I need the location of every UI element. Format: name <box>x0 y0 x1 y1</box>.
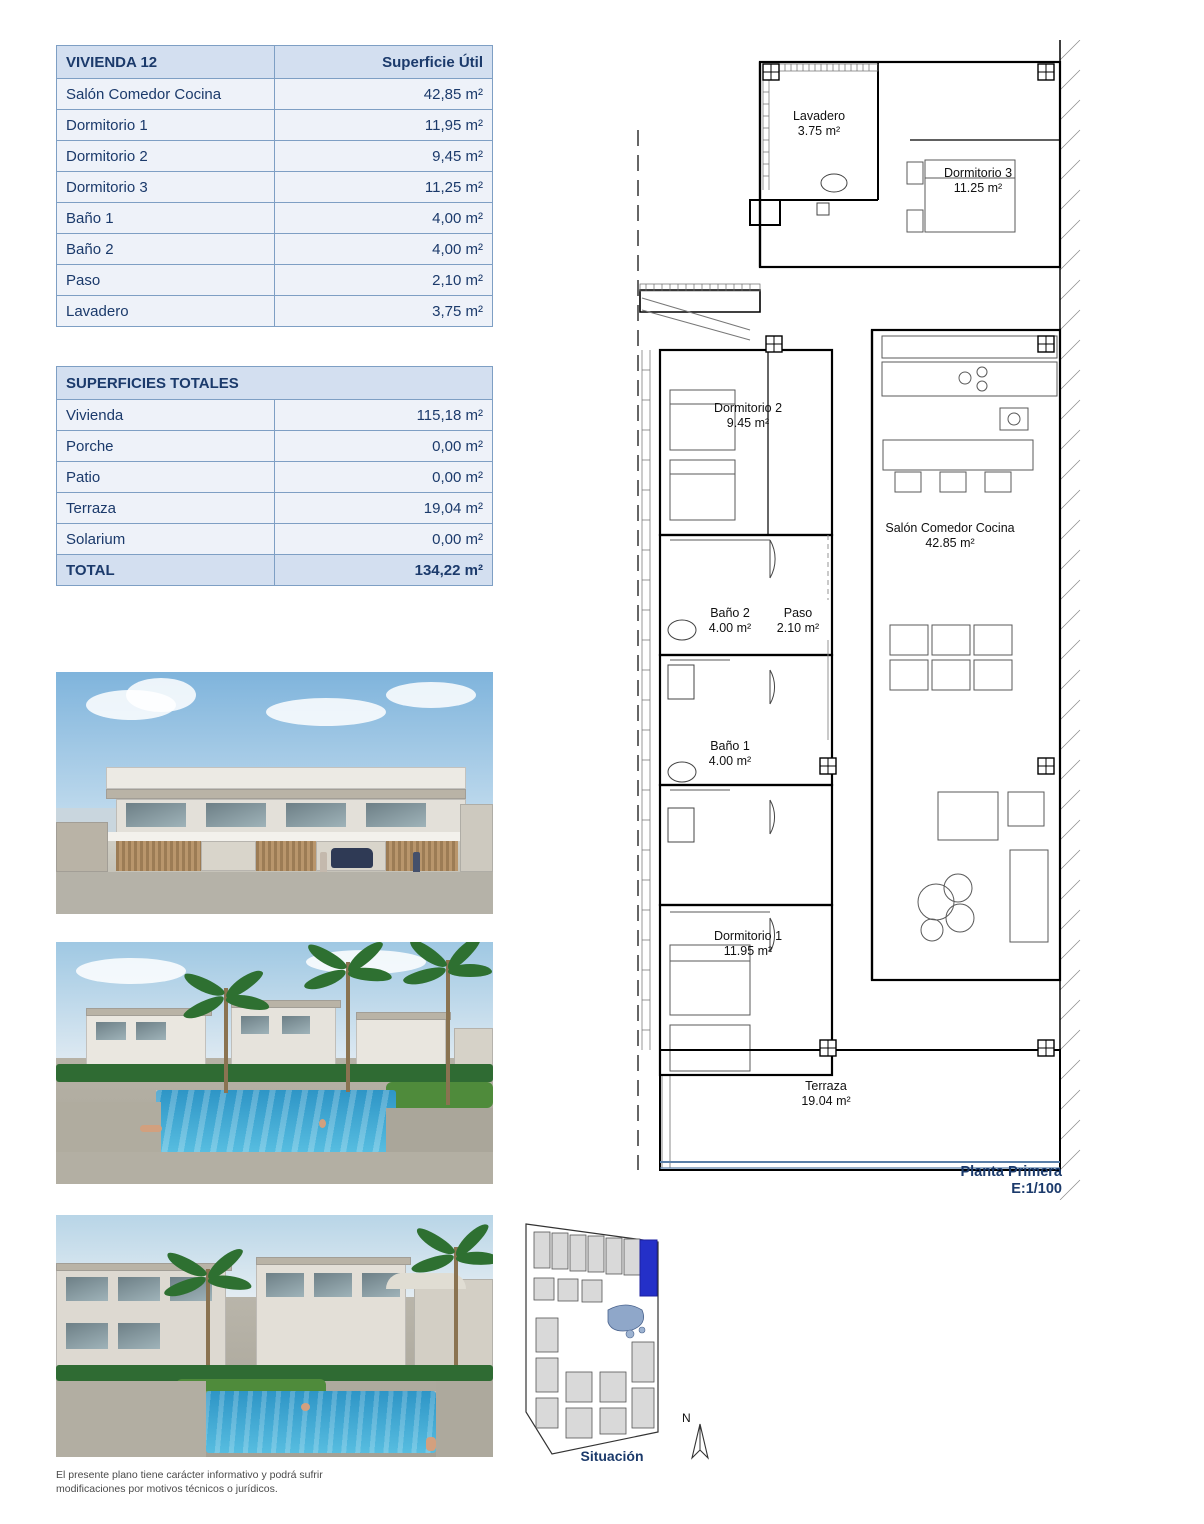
disclaimer-line-2: modificaciones por motivos técnicos o jurídicos. <box>56 1483 278 1495</box>
room-label-terraza: Terraza <box>805 1079 847 1093</box>
total-area: 115,18 m² <box>275 400 493 431</box>
person <box>426 1437 436 1451</box>
table-row <box>57 296 493 327</box>
room-label-salon: Salón Comedor Cocina <box>885 521 1015 535</box>
building <box>86 1012 206 1070</box>
total-area: 19,04 m² <box>275 493 493 524</box>
room-area: 9,45 m² <box>275 141 493 172</box>
room-area-salon: 42.85 m² <box>925 536 975 550</box>
floor-slab <box>102 832 472 841</box>
room-area: 3,75 m² <box>275 296 493 327</box>
window <box>66 1277 108 1301</box>
room-label: Dormitorio 3 <box>57 172 275 203</box>
room-area-terraza: 19.04 m² <box>801 1094 851 1108</box>
room-label-paso: Paso <box>783 606 813 620</box>
window <box>118 1277 160 1301</box>
palm-trunk <box>454 1247 458 1375</box>
pool-deck <box>56 1381 206 1457</box>
room-label: Salón Comedor Cocina <box>57 79 275 110</box>
table-row <box>57 203 493 234</box>
pool-reflection <box>156 1090 396 1152</box>
room-area: 42,85 m² <box>275 79 493 110</box>
building-roof-slab <box>106 767 466 789</box>
grand-total-value: 134,22 m² <box>275 555 493 586</box>
table-total-row <box>57 555 493 586</box>
table-row <box>57 79 493 110</box>
entrance-wall <box>201 841 256 871</box>
road <box>56 872 493 914</box>
table-row <box>57 524 493 555</box>
lawn <box>386 1082 493 1108</box>
palm-trunk <box>224 988 228 1093</box>
person <box>413 852 420 874</box>
floor-plan <box>620 40 1160 1200</box>
room-label-bano-1: Baño 1 <box>710 739 750 753</box>
pool-deck <box>56 1152 493 1184</box>
window <box>136 1022 166 1040</box>
person <box>320 852 327 874</box>
side-wall <box>56 822 108 872</box>
person-sunbathing <box>140 1125 162 1132</box>
window <box>126 803 186 827</box>
window <box>206 803 266 827</box>
building-roof <box>256 1257 411 1265</box>
room-label-dormitorio-3: Dormitorio 3 <box>943 166 1013 180</box>
table <box>56 45 493 327</box>
window <box>66 1323 108 1349</box>
plan-title-line1: Planta Primera <box>960 1164 1062 1180</box>
room-area: 4,00 m² <box>275 203 493 234</box>
room-label: Baño 2 <box>57 234 275 265</box>
table-row <box>57 110 493 141</box>
window <box>266 1273 304 1297</box>
window <box>96 1022 126 1040</box>
superficie-util-table <box>56 45 493 327</box>
room-label-dormitorio-1: Dormitorio 1 <box>713 929 783 943</box>
table-row <box>57 234 493 265</box>
room-label: Baño 1 <box>57 203 275 234</box>
situation-map <box>512 1222 672 1462</box>
room-label-bano-2: Baño 2 <box>710 606 750 620</box>
room-area-lavadero: 3.75 m² <box>797 124 841 138</box>
table <box>56 366 493 586</box>
table-row <box>57 462 493 493</box>
total-label: Porche <box>57 431 275 462</box>
hedge <box>56 1064 493 1082</box>
plan-title <box>960 1164 1062 1198</box>
total-label: Patio <box>57 462 275 493</box>
pool-reflection <box>206 1391 436 1453</box>
car <box>331 848 373 868</box>
palm-trunk <box>346 962 350 1092</box>
wood-screen <box>256 841 316 871</box>
room-area-dormitorio-1: 11.95 m² <box>723 944 773 958</box>
table-row <box>57 265 493 296</box>
window <box>366 803 426 827</box>
render-image-pool <box>56 942 493 1184</box>
person-swimming <box>301 1403 310 1411</box>
room-area-bano-1: 4.00 m² <box>708 754 752 768</box>
window <box>314 1273 352 1297</box>
table-row <box>57 493 493 524</box>
table-row <box>57 400 493 431</box>
wood-screen <box>116 841 201 871</box>
palm-trunk <box>446 960 450 1105</box>
superficies-totales-table <box>56 366 493 586</box>
total-area: 0,00 m² <box>275 462 493 493</box>
cloud <box>266 698 386 726</box>
plan-scale: E:1/100 <box>1011 1181 1062 1197</box>
total-label: Vivienda <box>57 400 275 431</box>
window <box>118 1323 160 1349</box>
svg-text:N: N <box>682 1411 691 1425</box>
cloud <box>76 958 186 984</box>
room-area: 11,95 m² <box>275 110 493 141</box>
grand-total-label: TOTAL <box>57 555 275 586</box>
total-area: 0,00 m² <box>275 431 493 462</box>
window <box>282 1016 310 1034</box>
building-roof <box>356 1012 451 1020</box>
table-row <box>57 172 493 203</box>
room-area: 2,10 m² <box>275 265 493 296</box>
building-eave <box>106 789 466 799</box>
disclaimer-line-1: El presente plano tiene carácter informativo y podrá sufrir <box>56 1469 323 1481</box>
room-label-lavadero: Lavadero <box>792 109 846 123</box>
north-arrow <box>676 1408 726 1464</box>
room-area: 4,00 m² <box>275 234 493 265</box>
room-label: Paso <box>57 265 275 296</box>
room-label: Dormitorio 2 <box>57 141 275 172</box>
room-label: Dormitorio 1 <box>57 110 275 141</box>
room-label: Lavadero <box>57 296 275 327</box>
superficie-util-header: Superficie Útil <box>275 46 493 79</box>
side-wall <box>460 804 493 872</box>
room-label-dormitorio-2: Dormitorio 2 <box>713 401 783 415</box>
total-area: 0,00 m² <box>275 524 493 555</box>
render-image-terrace <box>56 1215 493 1457</box>
palm-frond <box>448 964 492 977</box>
totales-title: SUPERFICIES TOTALES <box>57 367 493 400</box>
table-row <box>57 141 493 172</box>
room-area-bano-2: 4.00 m² <box>708 621 752 635</box>
render-image-facade <box>56 672 493 914</box>
total-label: Solarium <box>57 524 275 555</box>
total-label: Terraza <box>57 493 275 524</box>
cloud <box>386 682 476 708</box>
unit-highlight <box>640 1240 657 1296</box>
window <box>241 1016 269 1034</box>
room-area-dormitorio-2: 9.45 m² <box>726 416 770 430</box>
window <box>286 803 346 827</box>
pool-deck <box>436 1381 493 1457</box>
room-area-dormitorio-3: 11.25 m² <box>953 181 1003 195</box>
cloud <box>126 678 196 712</box>
table-header-row <box>57 367 493 400</box>
situacion-label: Situación <box>580 1448 644 1464</box>
table-row <box>57 431 493 462</box>
table-header-row <box>57 46 493 79</box>
person-swimming <box>319 1119 326 1128</box>
disclaimer-text <box>56 1468 496 1496</box>
wood-screen <box>386 841 458 871</box>
room-area-paso: 2.10 m² <box>776 621 820 635</box>
room-area: 11,25 m² <box>275 172 493 203</box>
vivienda-title: VIVIENDA 12 <box>57 46 275 79</box>
